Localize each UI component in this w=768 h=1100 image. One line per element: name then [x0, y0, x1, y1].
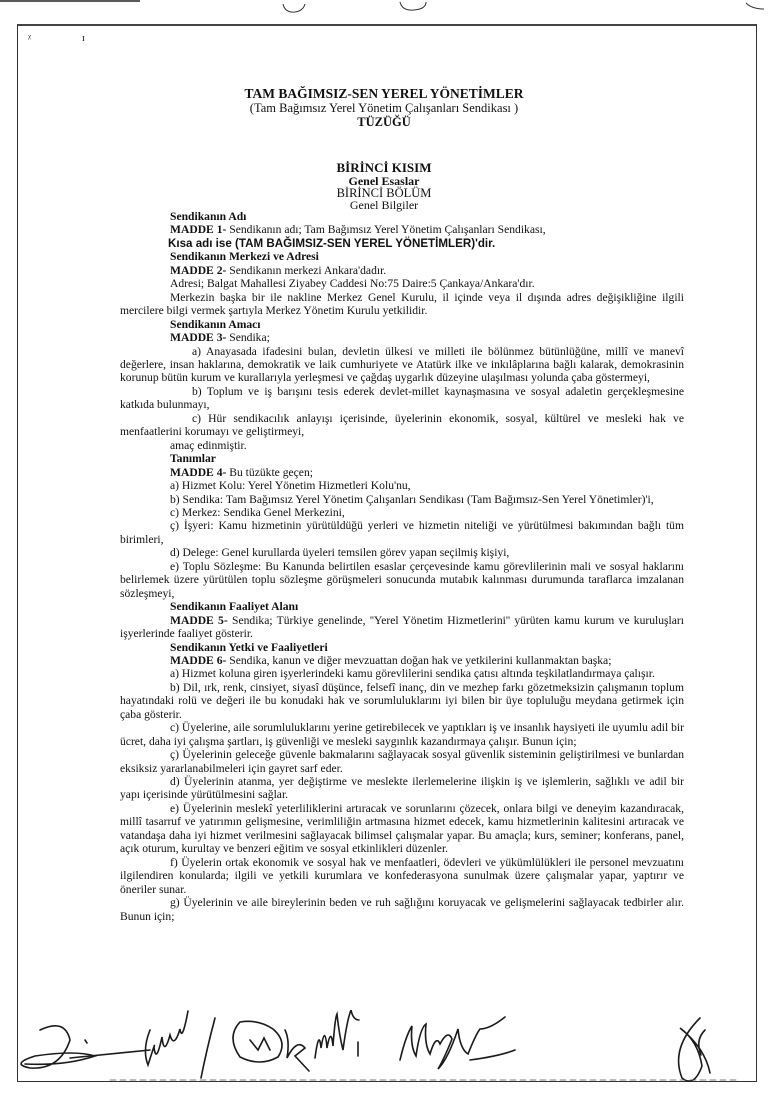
- article-3: [120, 331, 684, 344]
- article-text: Sendikanın adı; Tam Bağımsız Yerel Yönetim Çalışanları Sendikası,: [226, 223, 546, 237]
- document-body: [120, 210, 684, 923]
- article-6-d: d) Üyelerinin atanma, yer değiştirme ve meslekte ilerlemelerine ilişkin iş ve işlemlerin, sağlıklı ve adil bir yapı içerisinde yürütülmesini sağlar.: [120, 775, 684, 802]
- article-4-c: c) Merkez: Sendika Genel Merkezini,: [170, 505, 345, 519]
- chapter-title: Genel Bilgiler: [349, 198, 419, 212]
- article-4-cc: ç) İşyeri: Kamu hizmetinin yürütüldüğü yerleri ve hizmetin niteliği ve yürütülmesi bakımından bağlı tüm birimleri,: [120, 519, 684, 546]
- article-text: Sendika; Türkiye genelinde, ''Yerel Yönetim Hizmetlerini'' yürüten kamu kurum ve kuruluşları işyerlerinde faaliyet gösterir.: [120, 613, 685, 641]
- article-6-b: b) Dil, ırk, renk, cinsiyet, siyasî düşünce, felsefî inanç, din ve mezhep farkı gözetmeksizin çalışmanın toplum hayatındaki rolü ve değeri ile bu konudaki hak ve sorumluluklarını iyi bilen bir üye topluluğu meydana getirmek için çaba gösterir.: [120, 680, 684, 721]
- scan-top-marks: [0, 0, 768, 20]
- article-heading: Sendikanın Faaliyet Alanı: [170, 600, 299, 614]
- article-2-address: Adresi; Balgat Mahallesi Ziyabey Caddesi No:75 Daire:5 Çankaya/Ankara'dır.: [170, 277, 535, 291]
- article-3-end: amaç edinmiştir.: [170, 438, 247, 452]
- article-label: MADDE 5-: [170, 613, 228, 627]
- article-text: Bu tüzükte geçen;: [226, 465, 313, 479]
- article-6-a: a) Hizmet koluna giren işyerlerindeki kamu görevlilerini sendika çatısı altında teşkilatlandırmaya çalışır.: [170, 667, 655, 681]
- chapter-heading: BİRİNCİ BÖLÜM: [336, 186, 432, 200]
- document-type: TÜZÜĞÜ: [357, 115, 411, 129]
- article-2-move: Merkezin başka bir ile nakline Merkez Genel Kurulu, il içinde veya il dışında adres değişikliğine ilgili mercilere bilgi vermek şartıyla Merkez Yönetim Kurulu yetkilidir.: [120, 290, 684, 318]
- part-heading: BİRİNCİ KISIM: [336, 160, 432, 175]
- article-1: [120, 223, 684, 236]
- signature-1: [21, 1026, 150, 1068]
- article-text: Sendika, kanun ve diğer mevzuattan doğan hak ve yetkilerini kullanmaktan başka;: [226, 653, 612, 667]
- article-text: Sendikanın merkezi Ankara'dadır.: [226, 263, 387, 277]
- article-4-d: d) Delege: Genel kurullarda üyeleri temsilen görev yapan seçilmiş kişiyi,: [170, 546, 510, 560]
- article-5: [120, 614, 684, 641]
- signature-2: [145, 1011, 215, 1078]
- document-subtitle: (Tam Bağımsız Yerel Yönetim Çalışanları Sendikası ): [249, 101, 519, 115]
- article-label: MADDE 2-: [170, 263, 227, 277]
- article-4: [120, 466, 684, 479]
- article-heading: Sendikanın Yetki ve Faaliyetleri: [170, 640, 328, 654]
- article-6-e: e) Üyelerinin meslekî yeterliliklerini artıracak ve sorunlarını çözecek, onlara bilgi ve deneyim kazandıracak, millî tasarruf ve yatırımın gelişmesine, verimliliğin artmasına hizmet edecek, kamu hizmetlerinin kalitesini artıracak ve vatandaşa daha iyi hizmet verilmesini sağlayacak bilimsel çalışmalar yapar. Bu amaçla; kurs, seminer; konferans, panel, açık oturum, kurultay ve benzeri eğitim ve sosyal etkinlikleri düzenler.: [120, 801, 684, 856]
- article-text: Sendika;: [226, 331, 270, 345]
- article-3-c: c) Hür sendikacılık anlayışı içerisinde, üyelerinin ekonomik, sosyal, kültürel ve mesleki hak ve menfaatlerini korumayı ve geliştirmeyi,: [120, 411, 684, 439]
- article-4-b: b) Sendika: Tam Bağımsız Yerel Yönetim Çalışanları Sendikası (Tam Bağımsız-Sen Yerel Yönetimler)'i,: [170, 492, 654, 506]
- article-heading: Sendikanın Adı: [170, 210, 247, 223]
- article-label: MADDE 1-: [170, 223, 227, 237]
- article-heading: Sendikanın Merkezi ve Adresi: [170, 250, 319, 264]
- signatures: [0, 1010, 768, 1095]
- article-4-e: e) Toplu Sözleşme: Bu Kanunda belirtilen esaslar çerçevesinde kamu görevlilerinin mali ve sosyal haklarını belirlemek üzere yürütülen toplu sözleşme görüşmeleri sonucunda mutabık kalınması durumunda taraflarca imzalanan sözleşmeyi,: [120, 559, 684, 600]
- signature-4: [400, 1017, 515, 1069]
- scan-corner-marks: ᵡ ɪ: [28, 32, 109, 44]
- article-6-f: f) Üyelerin ortak ekonomik ve sosyal hak ve menfaatleri, ödevleri ve yükümlülükleri ile personel mevzuatını ilgilendiren konularda; ilgili ve yetkili kurumlara ve konfederasyona sunulmak üzere çalışmalar yapar, yaptırır ve öneriler sunar.: [120, 855, 684, 896]
- article-label: MADDE 6-: [170, 653, 227, 667]
- article-6-cc: ç) Üyelerinin geleceğe güvenle bakmalarını sağlayacak sosyal güvenlik sisteminin geliştirilmesi ve bunlardan eksiksiz yararlanabilmeleri için gayret sarf eder.: [120, 748, 684, 775]
- signature-5: [679, 1018, 710, 1081]
- article-1-short-name: Kısa adı ise (TAM BAĞIMSIZ-SEN YEREL YÖNETİMLER)'dir.: [168, 236, 496, 250]
- article-label: MADDE 3-: [170, 331, 227, 345]
- article-6-c: c) Üyelerine, aile sorumluluklarını yerine getirebilecek ve yaptıkları iş ve insanlık haysiyeti ile uyumlu adil bir ücret, daha iyi çalışma şartları, iş güvenliği ve mesleki saygınlık kazandırmaya çalışır. Bunun için;: [120, 721, 684, 748]
- signature-3: [233, 1010, 359, 1071]
- article-3-a: a) Anayasada ifadesini bulan, devletin ülkesi ve milleti ile bölünmez bütünlüğüne, millî ve manevî değerlere, insan haklarına, demokratik ve laik cumhuriyete ve Atatürk ilke ve inkılâplarına bağlı kalarak, demokrasinin korunup bütün kurum ve kurallarıyla yerleşmesi ve çağdaş uygarlık düzeyine ulaşılması yolunda çaba göstermeyi,: [120, 344, 684, 385]
- document-title: TAM BAĞIMSIZ-SEN YEREL YÖNETİMLER: [244, 86, 524, 101]
- article-6-g: g) Üyelerinin ve aile bireylerinin beden ve ruh sağlığını koruyacak ve gelişmelerini sağlayacak tedbirler alır. Bunun için;: [120, 896, 684, 923]
- part-title: Genel Esaslar: [348, 174, 420, 188]
- article-4-a: a) Hizmet Kolu: Yerel Yönetim Hizmetleri Kolu'nu,: [170, 479, 411, 493]
- article-heading: Sendikanın Amacı: [170, 317, 261, 331]
- article-label: MADDE 4-: [170, 465, 227, 479]
- article-heading: Tanımlar: [170, 452, 216, 466]
- article-3-b: b) Toplum ve iş barışını tesis ederek devlet-millet kaynaşmasına ve sosyal adaletin gerçekleşmesine katkıda bulunmayı,: [120, 384, 684, 412]
- article-2: [120, 264, 684, 277]
- article-6: [120, 654, 684, 667]
